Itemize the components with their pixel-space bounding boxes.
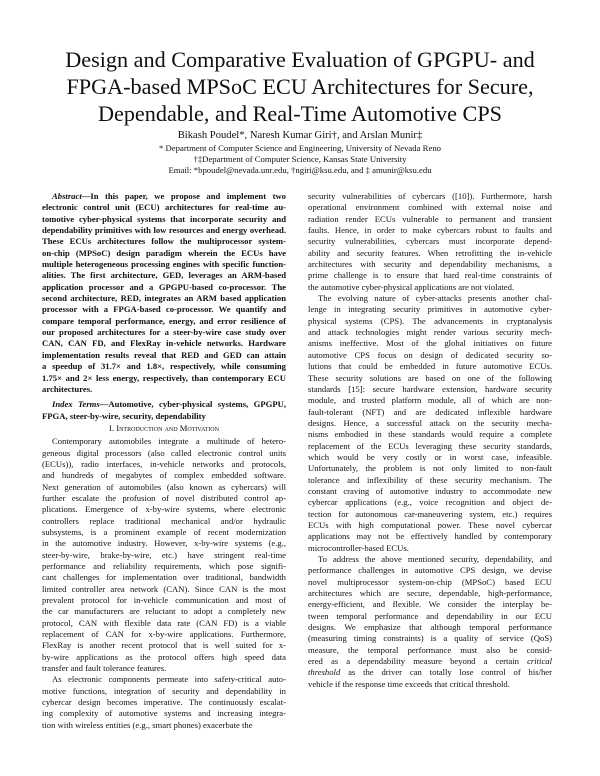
- text-line: As electronic components permeate into safety-critical auto-: [52, 674, 286, 685]
- section-heading: I. Introduction and Motivation: [109, 422, 219, 433]
- text-line: the automotive cyber-physical applications are not violated.: [308, 281, 515, 292]
- text-line: radiation render ECUs vulnerable to permanent and transient: [308, 213, 552, 224]
- left-column: [42, 191, 286, 731]
- text-line: processor with a FPGA-based co-processor. We quantify and: [42, 304, 286, 315]
- text-line: (measuring timing constraints) is a quality of service (QoS): [308, 633, 552, 644]
- text-line: architectures.: [42, 383, 93, 394]
- text-line: automotive CPS focus on design of dedicated security so-: [308, 349, 552, 360]
- text-line: (ECUs)), radio interfaces, in-vehicle networks and protocols,: [42, 458, 286, 469]
- paragraph: [308, 554, 552, 690]
- text-line: FlexRay is another recent protocol that is well suited for x-: [42, 640, 286, 651]
- text-line: lutions that could be embedded in future automotive ECUs.: [308, 361, 552, 372]
- text-line: cant challenges for implementation over traditional, bandwidth: [42, 572, 286, 583]
- text-line: controllers replace traditional mechanical and/or hydraulic: [42, 515, 286, 526]
- text-line: cybercar design becomes imperative. The continuously escalat-: [42, 697, 286, 708]
- text-line: tomotive cyber-physical systems that incorporate security and: [42, 213, 286, 224]
- text-line: Next generation of automobiles (also known as cybercars) will: [42, 481, 286, 492]
- text-line: security vulnerabilities of cybercars ([10]). Furthermore, harsh: [308, 191, 552, 201]
- text-line: performance challenges in automotive CPS design, we devise: [308, 565, 552, 576]
- text-line: architectures which are secure, dependable, high-performance,: [308, 588, 552, 599]
- text-line: Unfortunately, the problem is not only limited to non-fault: [308, 463, 552, 474]
- text-line: Index Terms—Automotive, cyber-physical systems, GPGPU,: [52, 399, 286, 410]
- text-line: replacement of CAN for x-by-wire applications. Furthermore,: [42, 629, 286, 640]
- paper-title: [30, 46, 570, 127]
- text-line: These security solutions are based on one of the following: [308, 372, 552, 383]
- index-terms-label: Index Terms: [52, 399, 100, 410]
- text-line: security vulnerabilities, cybercars must incorporate depend-: [308, 236, 552, 247]
- title-line: Dependable, and Real-Time Automotive CPS: [97, 101, 503, 126]
- text-line: physical systems (CPS). The advancements in cryptanalysis: [308, 315, 552, 326]
- text-line: in the automotive industry. However, x-by-wire systems (e.g.,: [42, 538, 286, 549]
- right-body-text: [308, 191, 552, 690]
- text-line: These ECUs architectures follow the multiprocessor system-: [42, 236, 286, 247]
- affiliation-line: †‡Department of Computer Science, Kansas State University: [193, 154, 407, 164]
- author-list: Bikash Poudel*, Naresh Kumar Giri†, and Arslan Munir‡: [177, 130, 423, 141]
- text-line: the car manufacturers are reluctant to adopt a completely new: [42, 606, 286, 617]
- text-line: tolerance and inflexibility of these security mechanism. The: [308, 474, 552, 485]
- text-line: cybercar applications (e.g., voice recognition and object de-: [308, 497, 552, 508]
- text-line: our proposed architectures for a steer-by-wire case study over: [42, 327, 286, 338]
- paragraph: [42, 674, 286, 731]
- text-line: electronic control unit (ECU) architectures for real-time au-: [42, 202, 286, 213]
- paragraph: [42, 436, 286, 674]
- text-line: replacement of the ECUs leveraging these security standards,: [308, 440, 552, 451]
- text-line: microcontroller-based ECUs.: [308, 542, 409, 553]
- text-line: compare temporal performance, energy, and error resilience of: [42, 315, 286, 326]
- text-line: alities. The first architecture, GED, leverages an ARM-based: [42, 270, 286, 281]
- text-line: multiple heterogeneous processing engines with specific function-: [42, 259, 286, 270]
- text-line: vehicle if the response time exceeds that critical threshold.: [308, 678, 510, 689]
- text-line: and attack technologies might render various security mech-: [308, 327, 552, 338]
- text-line: Contemporary automobiles integrate a multitude of hetero-: [52, 436, 286, 447]
- text-line: second architecture, RED, integrates an ARM based application: [42, 293, 286, 304]
- abstract: [42, 191, 286, 395]
- text-line: The evolving nature of cyber-attacks presents another chal-: [318, 293, 552, 304]
- text-line: transfer and fault tolerance features.: [42, 663, 167, 674]
- text-line: tween temporal performance and dependability in our ECU: [308, 610, 552, 621]
- text-line: ing complexity of automotive systems and increasing integra-: [42, 708, 286, 719]
- text-line: further escalate the profusion of novel distributed control ap-: [42, 492, 286, 503]
- left-body-text: [42, 436, 286, 731]
- text-line: dependability primitives with low resources and energy overhead.: [42, 225, 286, 236]
- text-line: prime challenge is to ensure that hard real-time constraints of: [308, 270, 552, 281]
- text-line: novel multiprocessor system-on-chip (MPSoC) based ECU: [308, 576, 552, 587]
- text-line: Abstract—In this paper, we propose and implement two: [52, 191, 286, 201]
- affiliation-line: * Department of Computer Science and Engineering, University of Nevada Reno: [158, 143, 442, 153]
- text-line: operational environment combined with external noise and: [308, 202, 552, 213]
- text-line: constant craving of automotive industry to accommodate new: [308, 485, 552, 496]
- text-line: threshold as the driver can totally lose control of his/her: [308, 667, 552, 678]
- text-line: geneous digital processors (also called electronic control units: [42, 447, 286, 458]
- text-line: nisms embodied in these standards would require a complete: [308, 429, 552, 440]
- text-line: protocol, CAN with flexible data rate (CAN FD) is a viable: [42, 617, 286, 628]
- text-line: energy-efficient, and flexible. We consider the interplay be-: [308, 599, 552, 610]
- text-line: ability and security features. When retrofitting the in-vehicle: [308, 247, 552, 258]
- text-line: ECUs with high computational power. These novel cybercar: [308, 519, 552, 530]
- text-line: measure, the temporal performance must also be consid-: [308, 644, 552, 655]
- text-line: anisms ineffective. Most of the global initiatives on future: [308, 338, 552, 349]
- text-line: fault-tolerant (NFT) and are dedicated inflexible hardware: [308, 406, 552, 417]
- text-line: standards [15]: secure hardware extension, hardware security: [308, 383, 552, 394]
- text-line: on-chip (MPSoC) design paradigm wherein the ECUs have: [42, 247, 286, 258]
- text-line: application processor and a GPGPU-based co-processor. The: [42, 281, 286, 292]
- text-line: which would be very costly or in worst case, infeasible.: [308, 451, 552, 462]
- text-line: 1.75× and 2× less energy, respectively, than contemporary ECU: [42, 372, 286, 383]
- title-line: FPGA-based MPSoC ECU Architectures for Secure,: [66, 74, 534, 99]
- text-line: ered as a dependability measure beyond a certain critical: [308, 656, 552, 667]
- paragraph: [308, 293, 552, 554]
- text-line: limited controller area network (CAN). Since CAN is the most: [42, 583, 286, 594]
- text-line: tion with wireless entities (e.g., smart phones) exacerbate the: [42, 719, 253, 730]
- text-line: tection for autonomous car-maneuvering system, etc.) requires: [308, 508, 552, 519]
- text-line: module, and trusted platform module, all of which are non-: [308, 395, 552, 406]
- text-line: a speedup of 31.7× and 1.8×, respectively, while consuming: [42, 361, 286, 372]
- text-line: applications may not be effectively handled by contemporary: [308, 531, 552, 542]
- text-line: implementation results reveal that RED and GED can attain: [42, 349, 286, 360]
- text-line: motive functions, integration of security and dependability in: [42, 685, 286, 696]
- text-line: and hundreds of megabytes of complex embedded software.: [42, 470, 286, 481]
- text-line: subsystems, is a prominent example of recent modernization: [42, 526, 286, 537]
- abstract-label: Abstract: [52, 191, 82, 201]
- text-line: To address the above mentioned security, dependability, and: [318, 554, 552, 564]
- affiliations: [30, 143, 570, 176]
- text-line: designs. We emphasize that although temporal performance: [308, 622, 552, 633]
- text-line: FPGA, steer-by-wire, security, dependability: [42, 410, 206, 421]
- text-line: designs. Hence, a successful attack on the security mecha-: [308, 417, 552, 428]
- text-line: by-wire applications as the protocol offers high speed data: [42, 651, 286, 662]
- index-terms: [42, 399, 286, 422]
- text-line: lenge in integrating security primitives in automotive cyber-: [308, 304, 552, 315]
- text-line: faults. Hence, in order to make cybercars robust to faults and: [308, 225, 552, 236]
- text-line: steer-by-wire, brake-by-wire, etc.) have stringent real-time: [42, 549, 286, 560]
- text-line: CAN, CAN FD, and FlexRay in-vehicle networks. Hardware: [42, 338, 286, 349]
- text-line: prevalent protocol for in-vehicle communication and most of: [42, 595, 286, 606]
- text-line: performance and reliability requirements, which pose signifi-: [42, 561, 286, 571]
- title-line: Design and Comparative Evaluation of GPGPU- and: [65, 47, 535, 72]
- right-column: [308, 191, 552, 690]
- text-line: architectures with security and dependability mechanisms, a: [308, 259, 552, 270]
- paragraph: [308, 191, 552, 293]
- affiliation-email-line: Email: *bpoudel@nevada.unr.edu, †ngiri@ksu.edu, and ‡ amunir@ksu.edu: [168, 165, 432, 175]
- text-line: plications. Emergence of x-by-wire systems, where electronic: [42, 504, 286, 515]
